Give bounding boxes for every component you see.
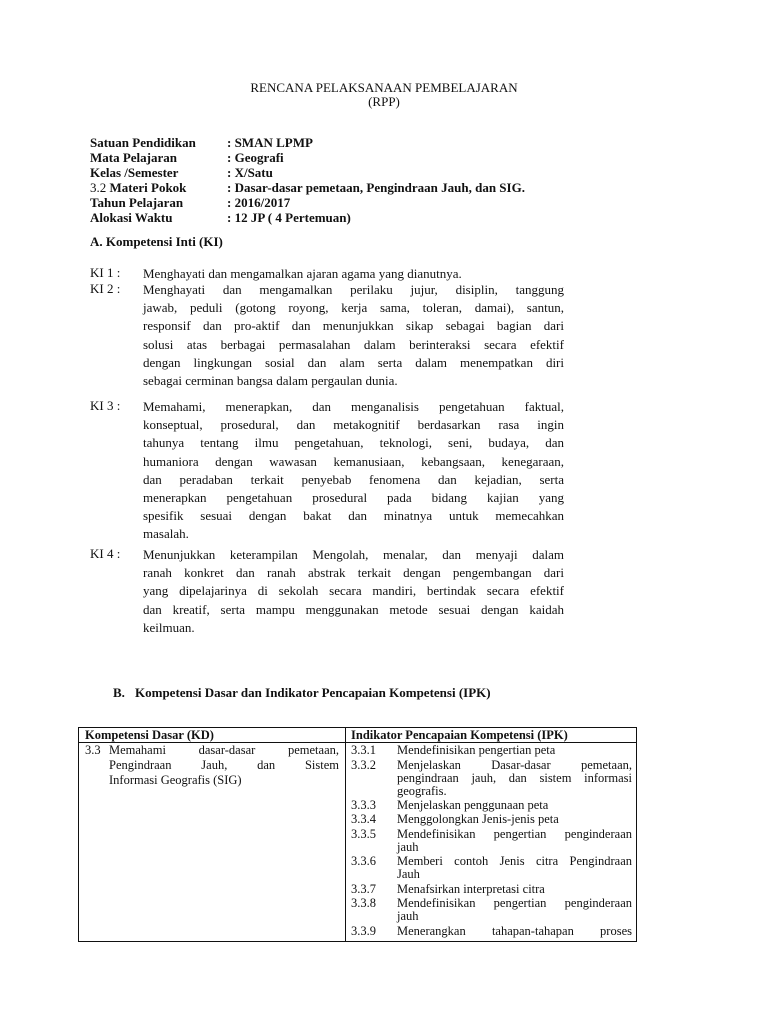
ipk-text: Mendefinisikan pengertian penginderaan jauh [397, 896, 632, 923]
identity-value: : X/Satu [227, 165, 273, 180]
ipk-text: Mendefinisikan pengertian peta [397, 743, 556, 757]
ipk-number: 3.3.7 [351, 882, 376, 896]
ipk-text: Menafsirkan interpretasi citra [397, 882, 545, 896]
table-divider [345, 728, 346, 941]
section-b-letter: B. [113, 685, 125, 700]
ki-label: KI 4 : [90, 546, 121, 561]
ki-text: Menunjukkan keterampilan Mengolah, menalar, dan menyaji dalam ranah konkret dan ranah abstrak terkait dengan pengembangan dari yang dipelajarinya di sekolah secara mandiri, bertindak secara efektif dan kreatif, serta mampu menggunakan metode sesuai dengan kaidah keilmuan. [143, 547, 564, 635]
section-b-title: Kompetensi Dasar dan Indikator Pencapaian Kompetensi (IPK) [135, 685, 491, 700]
section-a-heading: A. Kompetensi Inti (KI) [90, 234, 223, 249]
ipk-number: 3.3.1 [351, 743, 376, 757]
ipk-number: 3.3.8 [351, 896, 376, 910]
kd-description: Memahami dasar-dasar pemetaan, Pengindraan Jauh, dan Sistem Informasi Geografis (SIG) [109, 743, 339, 787]
identity-value: : 12 JP ( 4 Pertemuan) [227, 210, 351, 225]
document-title: RENCANA PELAKSANAAN PEMBELAJARAN [250, 80, 518, 95]
ipk-number: 3.3.5 [351, 827, 376, 841]
ki-label: KI 3 : [90, 398, 121, 413]
ipk-text: Menjelaskan penggunaan peta [397, 798, 549, 812]
kd-number: 3.3 [85, 743, 101, 757]
kd-ipk-table [78, 727, 637, 942]
identity-value: : SMAN LPMP [227, 135, 313, 150]
ki-text: Menghayati dan mengamalkan ajaran agama yang dianutnya. [143, 266, 462, 281]
column-header-kd: Kompetensi Dasar (KD) [85, 728, 214, 742]
ipk-text: Mendefinisikan pengertian penginderaan jauh [397, 827, 632, 854]
identity-label: Alokasi Waktu [90, 210, 173, 225]
column-header-ipk: Indikator Pencapaian Kompetensi (IPK) [351, 728, 568, 742]
ipk-text: Memberi contoh Jenis citra Pengindraan Jauh [397, 854, 632, 881]
identity-label: 3.2 Materi Pokok [90, 180, 187, 195]
identity-label: Mata Pelajaran [90, 150, 178, 165]
identity-label: Tahun Pelajaran [90, 195, 184, 210]
ipk-number: 3.3.3 [351, 798, 376, 812]
identity-value: : Dasar-dasar pemetaan, Pengindraan Jauh, dan SIG. [227, 180, 525, 195]
identity-value: : Geografi [227, 150, 284, 165]
document-subtitle: (RPP) [368, 94, 400, 109]
ipk-number: 3.3.9 [351, 924, 376, 938]
ipk-number: 3.3.2 [351, 758, 376, 772]
ki-text: Menghayati dan mengamalkan perilaku jujur, disiplin, tanggung jawab, peduli (gotong royong, kerja sama, toleran, damai), santun, responsif dan pro-aktif dan menunjukkan sikap sebagai bagian dari solusi atas berbagai permasalahan dalam berinteraksi secara efektif dengan lingkungan sosial dan alam serta dalam menempatkan diri sebagai cerminan bangsa dalam pergaulan dunia. [143, 282, 564, 389]
identity-value: : 2016/2017 [227, 195, 291, 210]
ki-text: Memahami, menerapkan, dan menganalisis pengetahuan faktual, konseptual, prosedural, dan metakognitif berdasarkan rasa ingin tahunya tentang ilmu pengetahuan, teknologi, seni, budaya, dan humaniora dengan wawasan kemanusiaan, kebangsaan, kenegaraan, dan peradaban terkait penyebab fenomena dan kejadian, serta menerapkan pengetahuan prosedural pada bidang kajian yang spesifik sesuai dengan bakat dan minatnya untuk memecahkan masalah. [143, 399, 564, 542]
identity-label: Kelas /Semester [90, 165, 179, 180]
ipk-text: Menggolongkan Jenis-jenis peta [397, 812, 559, 826]
ipk-number: 3.3.4 [351, 812, 376, 826]
ipk-number: 3.3.6 [351, 854, 376, 868]
ipk-text: Menerangkan tahapan-tahapan proses [397, 924, 632, 938]
ki-label: KI 2 : [90, 281, 121, 296]
identity-label: Satuan Pendidikan [90, 135, 196, 150]
ipk-text: Menjelaskan Dasar-dasar pemetaan, pengindraan jauh, dan sistem informasi geografis. [397, 758, 632, 798]
ki-label: KI 1 : [90, 265, 121, 280]
